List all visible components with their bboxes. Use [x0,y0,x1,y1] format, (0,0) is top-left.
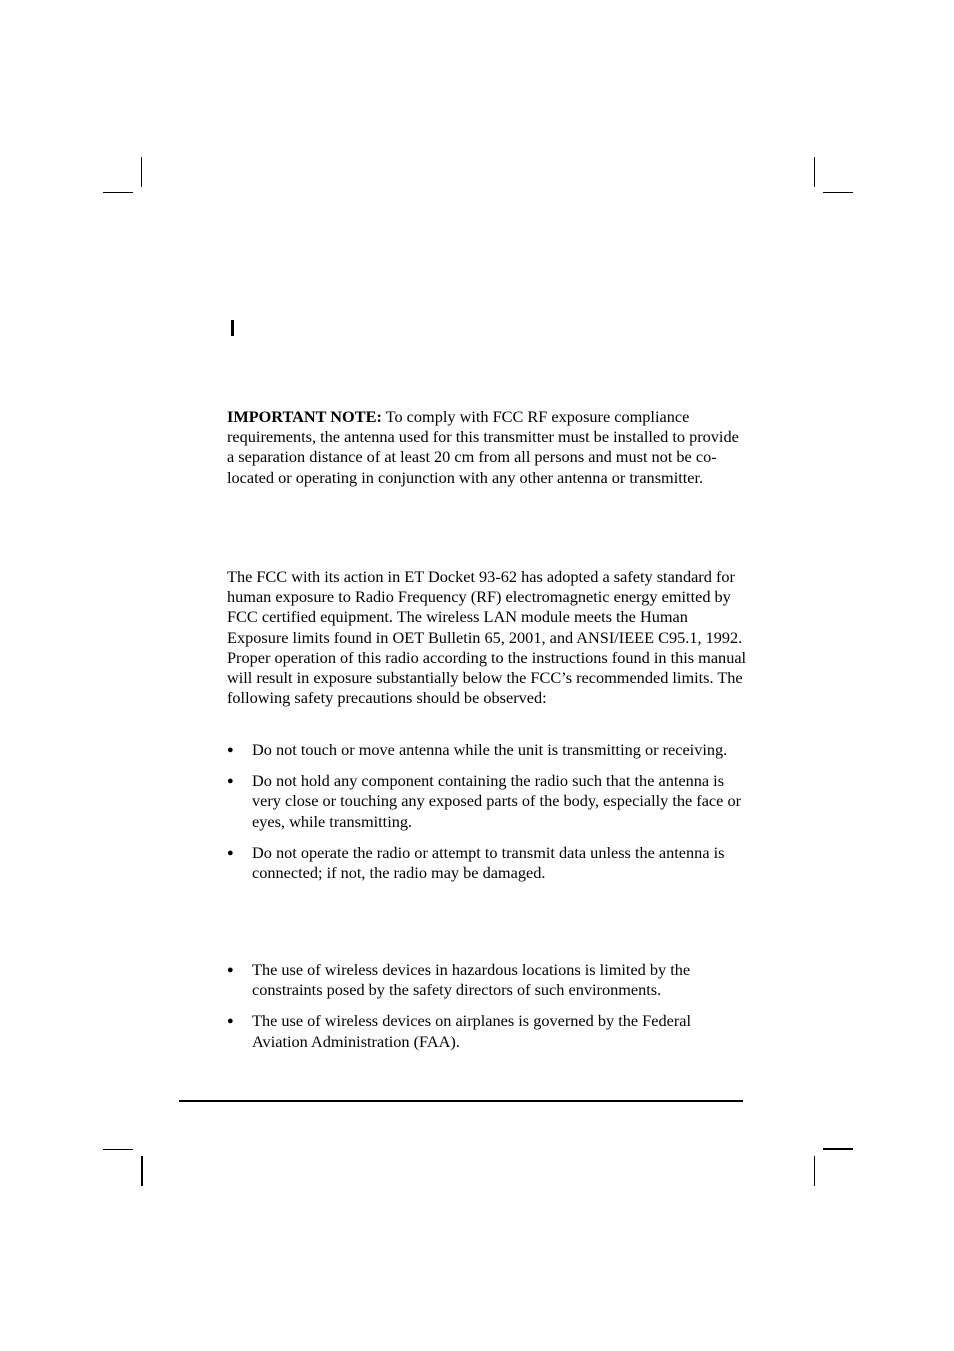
bullet-icon: ● [227,775,234,788]
list-item: ● Do not operate the radio or attempt to transmit data unless the antenna is connected; if not, the radio may be damaged. [227,842,725,883]
bullet-icon: ● [227,846,234,859]
precautions-list [227,740,747,894]
crop-mark-top-left-h [103,192,133,193]
fcc-paragraph [227,567,747,708]
important-note-label: IMPORTANT NOTE: [227,407,382,426]
list-item: ● Do not hold any component containing the radio such that the antenna is very close or touching any exposed parts of the body, especially the face or eyes, while transmitting. [227,771,742,831]
list-item: ● Do not touch or move antenna while the unit is transmitting or receiving. [227,740,728,759]
important-note [227,407,747,488]
restrictions-list [227,960,747,1063]
list-item: ● The use of wireless devices in hazardous locations is limited by the constraints posed by the safety directors of such environments. [227,960,691,1000]
fcc-paragraph-text: The FCC with its action in ET Docket 93-62 has adopted a safety standard for human exposure to Radio Frequency (RF) electromagnetic energy emitted by FCC certified equipment. The wireless LAN module meets the Human Exposure limits found in OET Bulletin 65, 2001, and ANSI/IEEE C95.1, 1992. Proper operation of this radio according to the instructions found in this manual will result in exposure substantially below the FCC’s recommended limits. The following safety precautions should be observed: [227,567,747,708]
footer-rule [179,1100,743,1102]
crop-mark-bottom-right-h [823,1148,853,1150]
bullet-icon: ● [227,744,234,756]
change-bar [231,320,234,336]
crop-mark-bottom-left-v [141,1156,143,1186]
bullet-icon: ● [227,1015,234,1028]
important-note-text: To comply with FCC RF exposure compliance requirements, the antenna used for this transmitter must be installed to provide a separation distance of at least 20 cm from all persons and must not be co-located or operating in conjunction with any other antenna or transmitter. [227,407,739,487]
crop-mark-top-right-h [823,192,853,193]
crop-mark-top-left-v [141,157,142,187]
crop-mark-bottom-right-v [814,1156,815,1186]
list-item: ● The use of wireless devices on airplanes is governed by the Federal Aviation Administration (FAA). [227,1011,691,1051]
crop-mark-top-right-v [814,157,815,187]
bullet-icon: ● [227,964,234,976]
crop-mark-bottom-left-h [103,1149,133,1150]
